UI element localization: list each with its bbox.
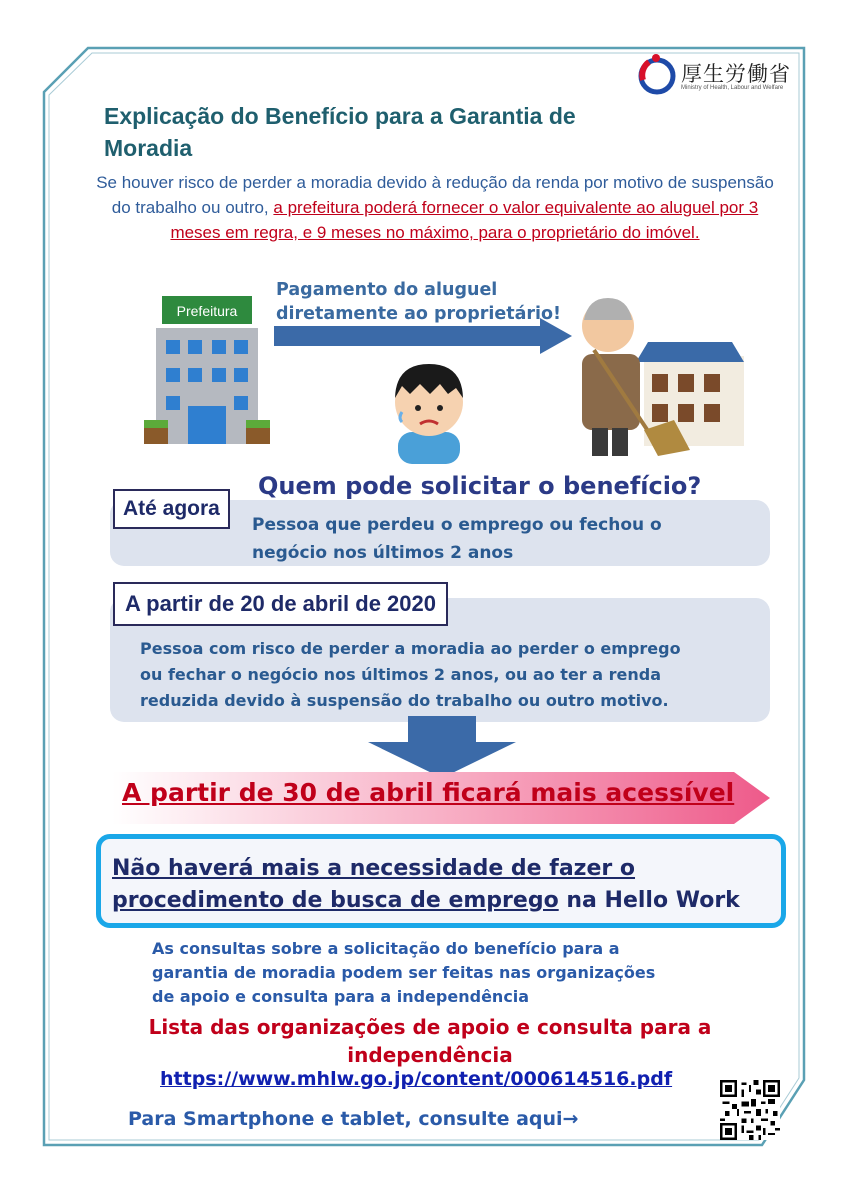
title-line-1: Explicação do Benefício para a Garantia de (104, 103, 576, 129)
consult-line-1: As consultas sobre a solicitação do benefício para a (152, 939, 620, 958)
accessible-banner-text: A partir de 30 de abril ficará mais acessível (122, 778, 735, 807)
hello-work-rest: na Hello Work (558, 888, 740, 913)
arrow-label-line-1: Pagamento do aluguel (276, 280, 498, 300)
city-hall-building-illustration (140, 290, 275, 450)
from-april-20-line-3: reduzida devido à suspensão do trabalho ou outro motivo. (140, 691, 669, 710)
intro-plain: Se houver risco de perder a moradia devido à redução da renda por motivo de suspensão do trabalho ou outro, (96, 173, 774, 217)
until-now-line-2: negócio nos últimos 2 anos (252, 543, 514, 563)
ministry-name-en: Ministry of Health, Labour and Welfare (681, 85, 784, 91)
landlord-and-house-illustration (574, 290, 754, 460)
until-now-text (252, 511, 762, 567)
worried-person-illustration (384, 352, 474, 464)
ministry-emblem-icon (637, 52, 677, 96)
building-sign: Prefeitura (176, 303, 238, 319)
list-title-line-1: Lista das organizações de apoio e consulta para a (148, 1015, 712, 1039)
page-title (104, 100, 744, 164)
until-now-line-1: Pessoa que perdeu o emprego ou fechou o (252, 515, 662, 535)
payment-arrow-label (276, 278, 606, 326)
organization-list-title (130, 1013, 730, 1069)
title-line-2: Moradia (104, 135, 193, 161)
hello-work-line-1: Não haverá mais a necessidade de fazer o (112, 856, 636, 881)
organization-list-link[interactable]: https://www.mhlw.go.jp/content/000614516.pdf (160, 1068, 673, 1090)
question-heading: Quem pode solicitar o benefício? (258, 472, 702, 500)
hello-work-text (112, 853, 782, 917)
until-now-tag: Até agora (113, 489, 230, 529)
hello-work-line-2: procedimento de busca de emprego (112, 888, 559, 913)
from-april-20-line-2: ou fechar o negócio nos últimos 2 anos, ou ao ter a renda (140, 665, 661, 684)
down-arrow-icon (368, 716, 516, 778)
intro-highlight: a prefeitura poderá fornecer o valor equivalente ao aluguel por 3 meses em regra, e 9 meses no máximo, para o proprietário do imóvel. (170, 198, 759, 242)
ministry-name-jp: 厚生労働省 (681, 62, 791, 86)
from-april-20-text (140, 636, 760, 714)
consult-line-2: garantia de moradia podem ser feitas nas organizações (152, 963, 656, 982)
ministry-logo (637, 52, 802, 98)
smartphone-note: Para Smartphone e tablet, consulte aqui→ (128, 1108, 579, 1130)
from-april-20-tag: A partir de 20 de abril de 2020 (113, 582, 448, 626)
intro-paragraph (90, 170, 780, 245)
qr-code-icon[interactable] (720, 1080, 780, 1140)
list-title-line-2: independência (347, 1043, 513, 1067)
consult-paragraph (152, 937, 732, 1009)
consult-line-3: de apoio e consulta para a independência (152, 987, 530, 1006)
from-april-20-line-1: Pessoa com risco de perder a moradia ao perder o emprego (140, 639, 681, 658)
arrow-label-line-2: diretamente ao proprietário! (276, 304, 562, 324)
